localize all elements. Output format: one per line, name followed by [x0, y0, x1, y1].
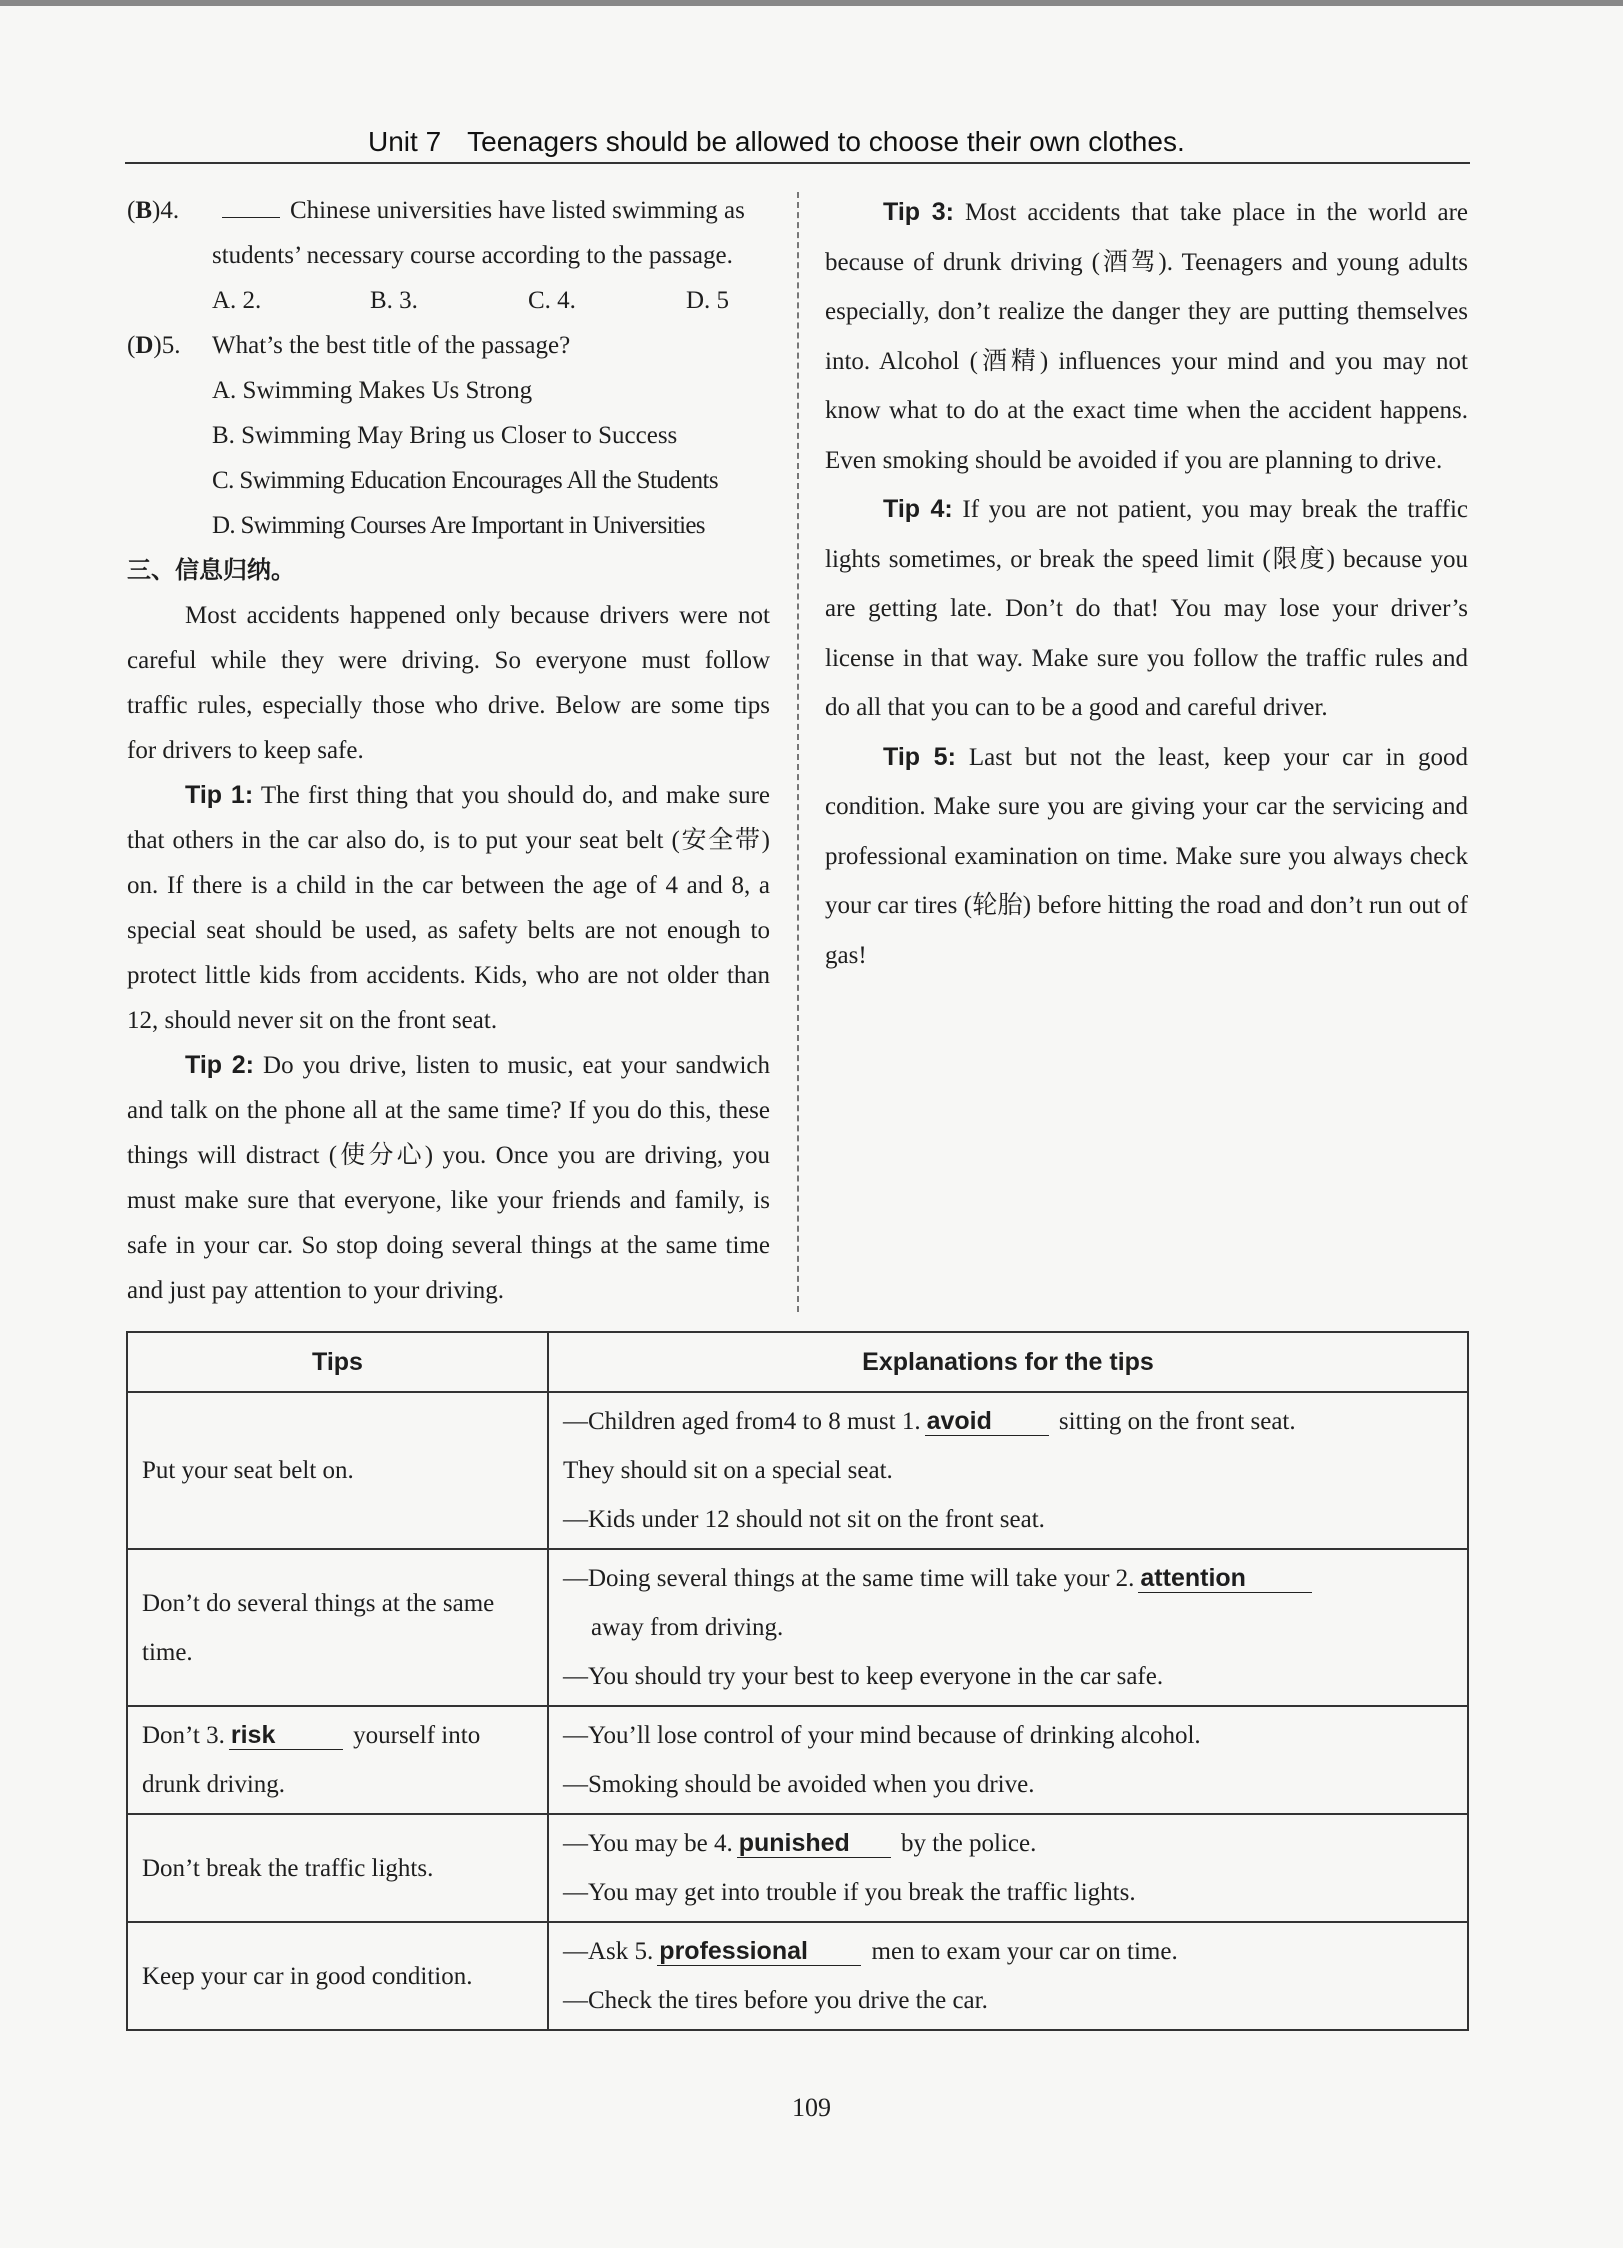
- table-row: [127, 1392, 1468, 1549]
- option-d: D. 5: [686, 287, 730, 314]
- table-row: [127, 1922, 1468, 2030]
- question-4-answer: B: [135, 197, 153, 224]
- question-4-text: Chinese universities have listed swimming as students’ necessary course according to the passage.: [212, 197, 745, 269]
- option-b: B. 3.: [370, 287, 418, 314]
- left-column: [127, 188, 770, 1313]
- answer-5: professional: [657, 1937, 861, 1966]
- page-number: 109: [792, 2093, 831, 2122]
- tip-cell: Keep your car in good condition.: [127, 1922, 548, 2030]
- tip-5-text: Last but not the least, keep your car in good condition. Make sure you are giving your car the servicing and professional examination on time. Make sure you always check your car tires (轮胎) before hitting the road and don’t run out of gas!: [825, 743, 1469, 969]
- explanation-cell: —You’ll lose control of your mind because of drinking alcohol. —Smoking should be avoided when you drive.: [548, 1706, 1468, 1814]
- explanation-cell: —Ask 5. professional men to exam your car on time. —Check the tires before you drive the car.: [548, 1922, 1468, 2030]
- right-column: [825, 188, 1468, 980]
- tip-4-paragraph: [825, 485, 1468, 733]
- question-4-marker: (B)4.: [127, 197, 180, 224]
- tip-3-paragraph: [825, 188, 1468, 485]
- option-d: D. Swimming Courses Are Important in Universities: [212, 512, 705, 539]
- answer-1: avoid: [925, 1407, 1049, 1436]
- question-5-answer: D: [135, 332, 154, 359]
- option-c: C. 4.: [528, 287, 576, 314]
- option-a: A. Swimming Makes Us Strong: [212, 377, 533, 404]
- tip-4-text: If you are not patient, you may break the traffic lights sometimes, or break the speed limit (限度) because you are getting late. Don’t do that! You may lose your driver’s license in that way. Make sure you follow the traffic rules and do all that you can to be a good and careful driver.: [825, 496, 1469, 721]
- tip-3-label: Tip 3:: [883, 198, 954, 226]
- running-head: [368, 126, 1185, 158]
- table-row: [127, 1814, 1468, 1922]
- tip-1-paragraph: [127, 773, 770, 1043]
- header-explanations: Explanations for the tips: [548, 1332, 1468, 1392]
- tip-2-label: Tip 2:: [185, 1051, 254, 1079]
- top-edge: [0, 0, 1623, 6]
- tips-table: [126, 1331, 1469, 2031]
- explanation-cell: —Doing several things at the same time will take your 2. attention away from driving. —You should try your best to keep everyone in the car safe.: [548, 1549, 1468, 1706]
- table-row: [127, 1549, 1468, 1706]
- answer-4: punished: [737, 1829, 891, 1858]
- question-4-blank: [222, 195, 280, 218]
- explanation-cell: —You may be 4. punished by the police. —You may get into trouble if you break the traffic lights.: [548, 1814, 1468, 1922]
- tip-cell: Put your seat belt on.: [127, 1392, 548, 1549]
- question-5-text: What’s the best title of the passage?: [212, 332, 571, 359]
- option-a: A. 2.: [212, 287, 262, 314]
- explanation-cell: —Children aged from4 to 8 must 1. avoid sitting on the front seat. They should sit on a special seat. —Kids under 12 should not sit on the front seat.: [548, 1392, 1468, 1549]
- question-4: [127, 188, 770, 278]
- section-title: 三、信息归纳。: [127, 556, 295, 584]
- question-5: [127, 323, 770, 368]
- table-header-row: [127, 1332, 1468, 1392]
- tip-4-label: Tip 4:: [883, 495, 953, 523]
- header-rule: [125, 162, 1470, 164]
- option-c: C. Swimming Education Encourages All the Students: [212, 467, 718, 494]
- answer-2: attention: [1138, 1564, 1312, 1593]
- tip-cell: Don’t 3. risk yourself into drunk driving.: [127, 1706, 548, 1814]
- tip-5-paragraph: [825, 733, 1468, 981]
- tip-1-label: Tip 1:: [185, 781, 254, 809]
- tip-3-text: Most accidents that take place in the world are because of drunk driving (酒驾). Teenagers and young adults especially, don’t realize the danger they are putting themselves into. Alcohol (酒精) influences your mind and you may not know what to do at the exact time when the accident happens. Even smoking should be avoided if you are planning to drive.: [825, 199, 1468, 474]
- tip-2-paragraph: [127, 1043, 770, 1313]
- table-row: [127, 1706, 1468, 1814]
- question-4-options: [127, 278, 770, 323]
- header-tips: Tips: [127, 1332, 548, 1392]
- tip-1-text: The first thing that you should do, and make sure that others in the car also do, is to put your seat belt (安全带) on. If there is a child in the car between the age of 4 and 8, a special seat should be used, as safety belts are not enough to protect little kids from accidents. Kids, who are not older than 12, should never sit on the front seat.: [127, 782, 770, 1034]
- tip-2-text: Do you drive, listen to music, eat your sandwich and talk on the phone all at the same time? If you do this, these things will distract (使分心) you. Once you are driving, you must make sure that everyone, like your friends and family, is safe in your car. So stop doing several things at the same time and just pay attention to your driving.: [127, 1052, 770, 1304]
- unit-label: Unit 7: [368, 126, 442, 157]
- question-5-marker: (D)5.: [127, 332, 181, 359]
- answer-3: risk: [229, 1721, 343, 1750]
- tip-5-label: Tip 5:: [883, 742, 956, 771]
- tip-cell: Don’t break the traffic lights.: [127, 1814, 548, 1922]
- unit-title: Teenagers should be allowed to choose their own clothes.: [467, 126, 1185, 157]
- column-divider: [797, 192, 799, 1312]
- intro-paragraph: Most accidents happened only because drivers were not careful while they were driving. So everyone must follow traffic rules, especially those who drive. Below are some tips for drivers to keep safe.: [127, 602, 770, 764]
- tip-cell: Don’t do several things at the same time.: [127, 1549, 548, 1706]
- option-b: B. Swimming May Bring us Closer to Success: [212, 422, 678, 449]
